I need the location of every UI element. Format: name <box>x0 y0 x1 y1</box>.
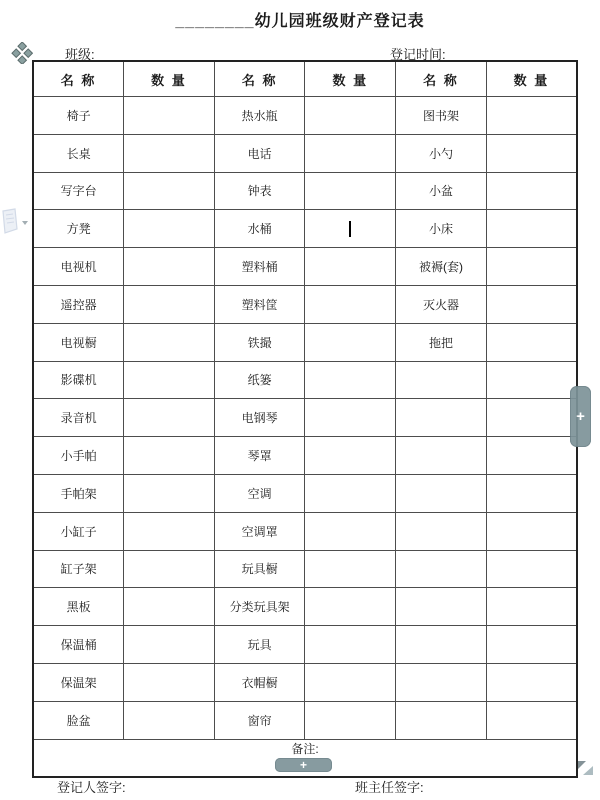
table-row <box>33 285 577 323</box>
quantity-cell[interactable] <box>486 248 577 286</box>
table-row <box>33 323 577 361</box>
quantity-cell[interactable] <box>486 512 577 550</box>
item-name-cell[interactable]: 拖把 <box>396 323 487 361</box>
resize-triangles-icon <box>577 760 594 776</box>
quantity-cell[interactable] <box>124 701 215 739</box>
table-row <box>33 550 577 588</box>
table-move-handle-icon[interactable] <box>11 42 33 64</box>
quantity-cell[interactable] <box>486 323 577 361</box>
table-row <box>33 626 577 664</box>
insert-column-plus-button[interactable] <box>570 386 591 447</box>
item-name-cell[interactable] <box>396 512 487 550</box>
quantity-cell[interactable] <box>305 550 396 588</box>
header-qty-3: 数 量 <box>486 61 577 97</box>
item-name-cell[interactable]: 纸篓 <box>214 361 305 399</box>
quantity-cell[interactable] <box>305 399 396 437</box>
item-name-cell[interactable]: 长桌 <box>33 134 124 172</box>
clipboard-icon <box>1 207 31 239</box>
quantity-cell[interactable] <box>486 588 577 626</box>
quantity-cell[interactable] <box>124 361 215 399</box>
item-name-cell[interactable]: 小床 <box>396 210 487 248</box>
quantity-cell[interactable] <box>486 437 577 475</box>
quantity-cell[interactable] <box>305 474 396 512</box>
item-name-cell[interactable]: 电视橱 <box>33 323 124 361</box>
quantity-cell[interactable] <box>124 437 215 475</box>
item-name-cell[interactable]: 空调 <box>214 474 305 512</box>
quantity-cell[interactable] <box>305 172 396 210</box>
quantity-cell[interactable] <box>486 134 577 172</box>
item-name-cell[interactable] <box>396 701 487 739</box>
quantity-cell[interactable] <box>124 285 215 323</box>
quantity-cell[interactable] <box>486 97 577 135</box>
quantity-cell[interactable] <box>305 588 396 626</box>
table-row <box>33 134 577 172</box>
inventory-table-header <box>33 61 577 97</box>
registrant-signature-label: 登记人签字: <box>57 780 126 795</box>
item-name-cell[interactable] <box>396 474 487 512</box>
item-name-cell[interactable]: 水桶 <box>214 210 305 248</box>
inventory-table-body <box>33 97 577 740</box>
item-name-cell[interactable]: 小勺 <box>396 134 487 172</box>
header-row <box>33 61 577 97</box>
registration-time-blank-underline[interactable]: ＿＿＿＿＿＿ <box>449 47 528 62</box>
plus-icon: + <box>299 758 307 772</box>
item-name-cell[interactable]: 塑料桶 <box>214 248 305 286</box>
table-row <box>33 172 577 210</box>
item-name-cell[interactable]: 图书架 <box>396 97 487 135</box>
quantity-cell[interactable] <box>124 97 215 135</box>
text-cursor <box>349 221 351 237</box>
table-row <box>33 399 577 437</box>
header-name-2: 名 称 <box>214 61 305 97</box>
quantity-cell[interactable] <box>486 399 577 437</box>
item-name-cell[interactable]: 保温桶 <box>33 626 124 664</box>
item-name-cell[interactable]: 椅子 <box>33 97 124 135</box>
quantity-cell[interactable] <box>486 626 577 664</box>
item-name-cell[interactable]: 遥控器 <box>33 285 124 323</box>
item-name-cell[interactable] <box>396 437 487 475</box>
quantity-cell[interactable] <box>305 512 396 550</box>
quantity-cell[interactable] <box>486 701 577 739</box>
item-name-cell[interactable]: 灭火器 <box>396 285 487 323</box>
item-name-cell[interactable]: 热水瓶 <box>214 97 305 135</box>
quantity-cell[interactable] <box>305 134 396 172</box>
table-row <box>33 588 577 626</box>
item-name-cell[interactable] <box>396 626 487 664</box>
header-name-1: 名 称 <box>33 61 124 97</box>
page-title <box>0 8 600 31</box>
insert-row-plus-button[interactable] <box>275 758 332 772</box>
item-name-cell[interactable]: 玩具橱 <box>214 550 305 588</box>
item-name-cell[interactable]: 缸子架 <box>33 550 124 588</box>
header-qty-2: 数 量 <box>305 61 396 97</box>
quantity-cell[interactable] <box>124 626 215 664</box>
quantity-cell[interactable] <box>124 172 215 210</box>
title-blank-underline[interactable]: ________ <box>175 13 255 30</box>
item-name-cell[interactable]: 方凳 <box>33 210 124 248</box>
class-label: 班级: <box>65 47 95 62</box>
item-name-cell[interactable]: 小缸子 <box>33 512 124 550</box>
item-name-cell[interactable]: 黑板 <box>33 588 124 626</box>
item-name-cell[interactable]: 保温架 <box>33 663 124 701</box>
item-name-cell[interactable]: 衣帽橱 <box>214 663 305 701</box>
remarks-cell[interactable]: 备注: <box>33 739 577 777</box>
item-name-cell[interactable]: 电钢琴 <box>214 399 305 437</box>
registration-time-label: 登记时间: <box>390 47 446 62</box>
quantity-cell[interactable] <box>124 210 215 248</box>
item-name-cell[interactable]: 铁撮 <box>214 323 305 361</box>
quantity-cell[interactable] <box>486 285 577 323</box>
item-name-cell[interactable]: 小盆 <box>396 172 487 210</box>
item-name-cell[interactable]: 写字台 <box>33 172 124 210</box>
quantity-cell[interactable] <box>124 588 215 626</box>
item-name-cell[interactable]: 影碟机 <box>33 361 124 399</box>
item-name-cell[interactable] <box>396 361 487 399</box>
item-name-cell[interactable]: 电视机 <box>33 248 124 286</box>
quantity-cell[interactable] <box>124 323 215 361</box>
quantity-cell[interactable] <box>124 399 215 437</box>
quantity-cell[interactable] <box>486 663 577 701</box>
quantity-cell[interactable] <box>305 285 396 323</box>
quantity-cell[interactable] <box>486 172 577 210</box>
quantity-cell[interactable] <box>305 248 396 286</box>
quantity-cell[interactable] <box>486 210 577 248</box>
quantity-cell[interactable] <box>305 663 396 701</box>
header-name-3: 名 称 <box>396 61 487 97</box>
quantity-cell[interactable] <box>486 361 577 399</box>
plus-icon: + <box>576 408 585 425</box>
quantity-cell[interactable] <box>124 248 215 286</box>
item-name-cell[interactable]: 窗帘 <box>214 701 305 739</box>
class-blank-underline[interactable]: ＿＿＿＿＿ <box>98 47 164 62</box>
item-name-cell[interactable] <box>396 399 487 437</box>
item-name-cell[interactable]: 空调罩 <box>214 512 305 550</box>
quantity-cell[interactable] <box>305 626 396 664</box>
head-teacher-signature-label: 班主任签字: <box>355 780 424 795</box>
table-row <box>33 437 577 475</box>
quantity-cell[interactable] <box>124 550 215 588</box>
quantity-cell[interactable] <box>486 474 577 512</box>
item-name-cell[interactable] <box>396 663 487 701</box>
item-name-cell[interactable]: 钟表 <box>214 172 305 210</box>
item-name-cell[interactable]: 电话 <box>214 134 305 172</box>
item-name-cell[interactable] <box>396 588 487 626</box>
table-row <box>33 474 577 512</box>
quantity-cell[interactable] <box>486 550 577 588</box>
quantity-cell[interactable] <box>124 512 215 550</box>
item-name-cell[interactable]: 脸盆 <box>33 701 124 739</box>
table-row <box>33 248 577 286</box>
quantity-cell[interactable] <box>124 134 215 172</box>
item-name-cell[interactable]: 分类玩具架 <box>214 588 305 626</box>
item-name-cell[interactable]: 录音机 <box>33 399 124 437</box>
table-row <box>33 97 577 135</box>
quantity-cell[interactable] <box>124 474 215 512</box>
quantity-cell[interactable] <box>305 97 396 135</box>
quantity-cell[interactable] <box>305 701 396 739</box>
table-row <box>33 663 577 701</box>
quantity-cell[interactable] <box>305 361 396 399</box>
table-row <box>33 701 577 739</box>
table-row <box>33 512 577 550</box>
quantity-cell[interactable] <box>305 323 396 361</box>
quantity-cell[interactable] <box>305 437 396 475</box>
header-qty-1: 数 量 <box>124 61 215 97</box>
table-resize-handle-icon[interactable] <box>577 760 594 776</box>
item-name-cell[interactable]: 小手帕 <box>33 437 124 475</box>
item-name-cell[interactable]: 塑料筐 <box>214 285 305 323</box>
table-row <box>33 210 577 248</box>
item-name-cell[interactable]: 琴罩 <box>214 437 305 475</box>
inventory-table <box>32 60 578 778</box>
item-name-cell[interactable] <box>396 550 487 588</box>
title-text: 幼儿园班级财产登记表 <box>254 13 425 30</box>
item-name-cell[interactable]: 手帕架 <box>33 474 124 512</box>
table-row <box>33 361 577 399</box>
paste-options-button[interactable] <box>1 207 31 239</box>
item-name-cell[interactable]: 玩具 <box>214 626 305 664</box>
quantity-cell[interactable] <box>124 663 215 701</box>
quantity-cell[interactable] <box>305 210 396 248</box>
item-name-cell[interactable]: 被褥(套) <box>396 248 487 286</box>
move-handle-diamonds-icon <box>11 42 33 64</box>
